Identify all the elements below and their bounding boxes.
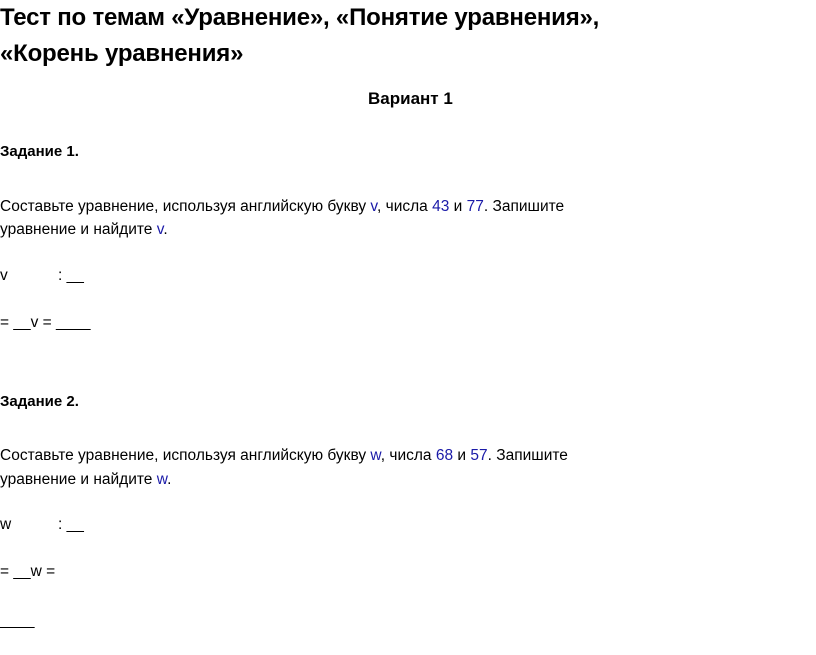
task-1-text-part: . [163,221,168,238]
task-2-letter: w [370,447,381,464]
task-2-letter: w [156,471,168,488]
task-2-number-2: 57 [470,447,488,464]
task-1-answer-letter: v [0,267,8,284]
task-2-answer-line: ____ [0,612,35,629]
task-1-number-1: 43 [432,198,450,215]
task-2-answer-blank: : __ [58,516,84,533]
page-title-line-2: «Корень уравнения» [0,40,244,67]
task-1-text-part: и [449,198,467,215]
page-title-line-1: Тест по темам «Уравнение», «Понятие уравнения», [0,4,600,31]
task-2-number-1: 68 [435,447,454,464]
task-2-equation-line: = __w = [0,563,56,580]
task-1-letter: v [156,221,164,238]
task-2-heading: Задание 2. [0,393,79,410]
task-2-text-part: . Запишите [487,447,568,464]
task-1-text-part: Составьте уравнение, используя английскую букву [0,198,371,215]
task-2-text-part: уравнение и найдите [0,471,157,488]
task-1-number-2: 77 [466,198,484,215]
task-2-answer-letter: w [0,516,12,533]
task-2-text-part: Составьте уравнение, используя английскую букву [0,447,371,464]
task-1-text-line-1 [0,198,564,216]
task-2-text-line-2 [0,471,171,489]
task-1-text-part: уравнение и найдите [0,221,157,238]
task-1-answer-blank: : __ [58,267,84,284]
task-2-text-part: и [453,447,471,464]
task-1-equation-line: = __v = ____ [0,314,91,331]
task-1-text-line-2 [0,221,168,239]
task-1-letter: v [370,198,378,215]
variant-heading: Вариант 1 [368,89,453,108]
task-1-text-part: , числа [377,198,433,215]
task-2-text-part: . [167,471,172,488]
task-2-text-line-1 [0,447,568,465]
task-1-heading: Задание 1. [0,143,79,160]
task-1-text-part: . Запишите [483,198,565,215]
task-2-text-part: , числа [380,447,436,464]
